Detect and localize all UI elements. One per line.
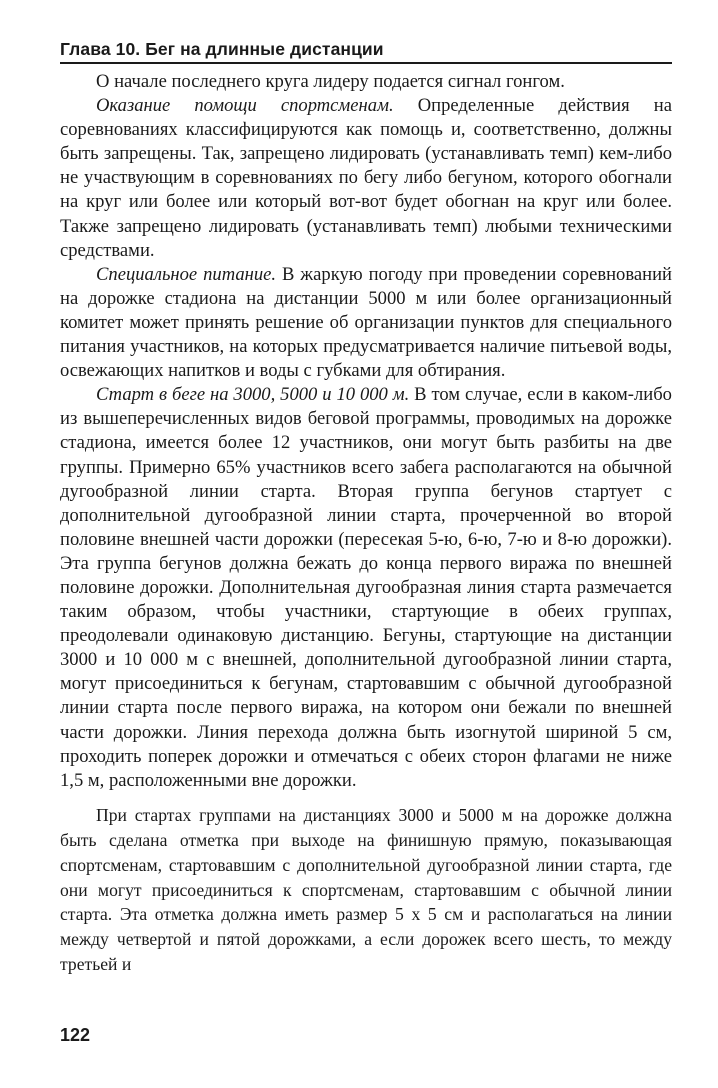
paragraph-gong-signal: О начале последнего круга лидеру подается сигнал гонгом. <box>96 71 565 92</box>
secondary-text <box>60 803 672 977</box>
runin-heading-start: Старт в беге на 3000, 5000 и 10 000 м. <box>96 384 410 406</box>
paragraph-special-nutrition <box>60 263 672 383</box>
paragraph-text: В жаркую погоду при проведении соревнований на дорожке стадиона на дистанции 5000 м или более организационный комитет может принять решение об организации пунктов для специального питания участников, на которых предусматривается наличие питьевой воды, освежающих напитков и воды с губками для обтирания. <box>60 263 672 382</box>
paragraph-assistance <box>60 94 672 263</box>
book-page <box>60 38 672 1068</box>
runin-heading-nutrition: Специальное питание. <box>96 263 277 285</box>
paragraph-text: В том случае, если в каком-либо из вышеперечисленных видов беговой программы, проводимых на дорожке стадиона, имеется более 12 участников, они могут быть разбиты на две группы. Примерно 65% участников всего забега располагаются на обычной дугообразной линии старта. Вторая группа бегунов стартует с дополнительной дугообразной линии старта, прочерченной во второй половине внешней части дорожки (пересекая 5-ю, 6-ю, 7-ю и 8-ю дорожки). Эта группа бегунов должна бежать до конца первого виража по внешней половине дорожки. Дополнительная дугообразная линия старта размечается таким образом, чтобы участники, стартующие в обеих группах, преодолевали одинаковую дистанцию. Бегуны, стартующие на дистанции 3000 и 10 000 м с внешней, дополнительной дугообразной линии старта, могут присоединиться к бегунам, стартовавшим с обычной дугообразной линии старта после первого виража, на котором они бежали по внешней части дорожки. Линия перехода должна быть изогнутой шириной 5 см, проходить поперек дорожки и отмечаться с обеих сторон флагами не ниже 1,5 м, расположенными вне дорожки. <box>60 384 672 791</box>
paragraph-group-start-marking: При стартах группами на дистанциях 3000 и 5000 м на дорожке должна быть сделана отметка при выходе на финишную прямую, показывающая спортсменам, стартовавшим с дополнительной дугообразной линии старта, где они могут присоединиться к спортсменам, стартовавшим с обычной линии старта. Эта отметка должна иметь размер 5 х 5 см и располагаться на линии между четвертой и пятой дорожками, а если дорожек всего шесть, то между третьей и <box>60 804 672 975</box>
runin-heading-assistance: Оказание помощи спортсменам. <box>96 95 394 117</box>
chapter-running-head: Глава 10. Бег на длинные дистанции <box>60 38 672 64</box>
paragraph-start-procedure <box>60 383 672 793</box>
paragraph-text: Определенные действия на соревнованиях классифицируются как помощь и, соответственно, должны быть запрещены. Так, запрещено лидировать (устанавливать темп) кем-либо не участвующим в соревнованиях по бегу либо бегуном, которого обогнали на круг или более или который вот-вот будет обогнан на круг или более. Также запрещено лидировать (устанавливать темп) любыми техническими средствами. <box>60 95 672 261</box>
main-text <box>60 70 672 793</box>
page-number: 122 <box>60 1025 91 1045</box>
